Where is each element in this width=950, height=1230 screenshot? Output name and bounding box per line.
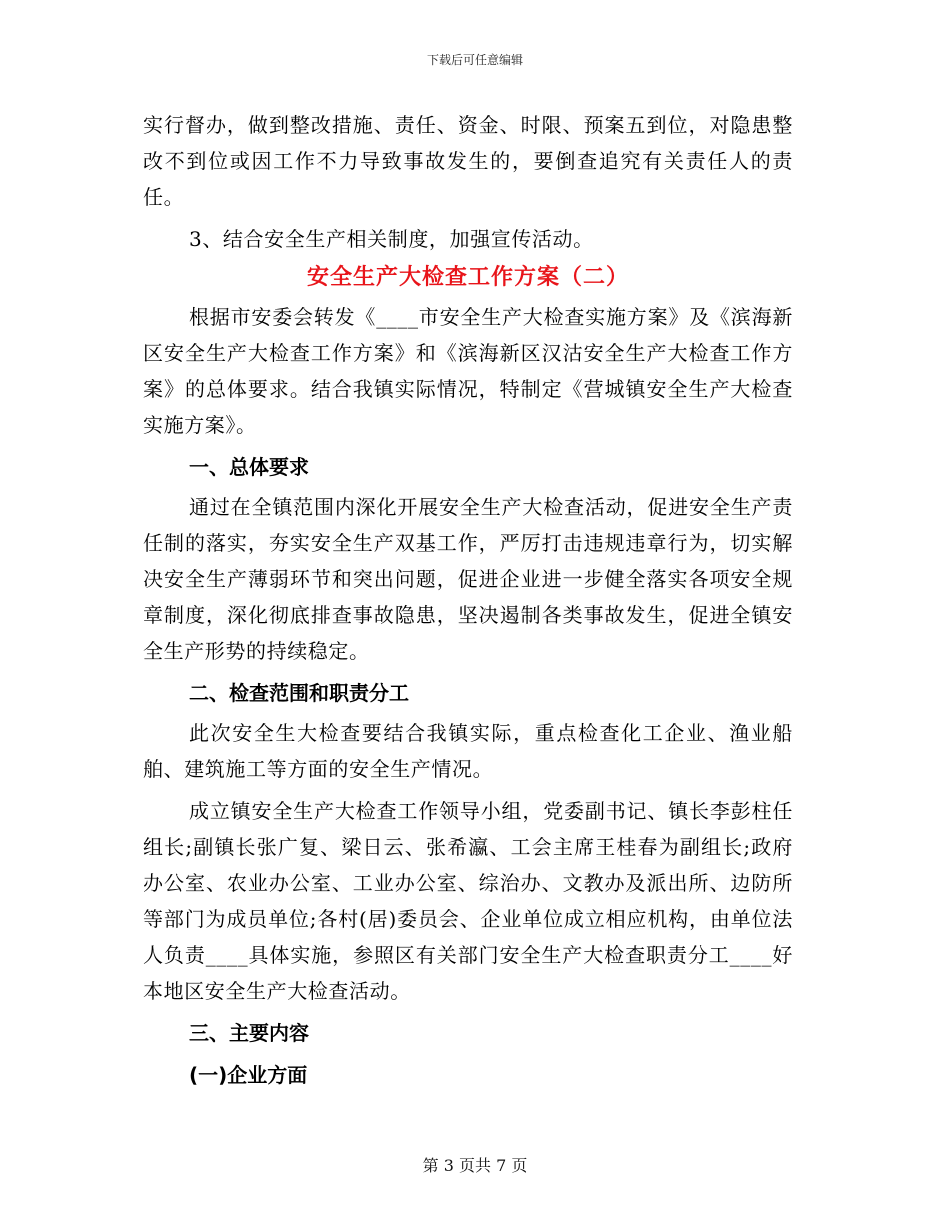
paragraph-continuation: 实行督办，做到整改措施、责任、资金、时限、预案五到位，对隐患整改不到位或因工作不力导致事故发生的，要倒查追究有关责任人的责任。 (143, 113, 793, 209)
document-body (143, 107, 793, 1097)
paragraph-general-requirements: 通过在全镇范围内深化开展安全生产大检查活动，促进安全生产责任制的落实，夯实安全生产双基工作，严厉打击违规违章行为，切实解决安全生产薄弱环节和突出问题，促进企业进一步健全落实各项安全规章制度，深化彻底排查事故隐患，坚决遏制各类事故发生，促进全镇安全生产形势的持续稳定。 (143, 495, 793, 663)
heading-scope-responsibilities: 二、检查范围和职责分工 (189, 681, 409, 705)
paragraph-intro: 根据市安委会转发《____市安全生产大检查实施方案》及《滨海新区安全生产大检查工作方案》和《滨海新区汉沽安全生产大检查工作方案》的总体要求。结合我镇实际情况，特制定《营城镇安全生产大检查实施方案》。 (143, 305, 793, 437)
heading-general-requirements: 一、总体要求 (189, 455, 309, 479)
page-number: 第 3 页共 7 页 (422, 1156, 528, 1175)
heading-main-content: 三、主要内容 (189, 1021, 309, 1045)
paragraph-scope: 此次安全生大检查要结合我镇实际，重点检查化工企业、渔业船舶、建筑施工等方面的安全生产情况。 (143, 721, 793, 781)
section-title: 安全生产大检查工作方案（二） (306, 265, 629, 290)
page-header-note: 下载后可任意编辑 (426, 53, 523, 67)
heading-enterprise-aspect: (一)企业方面 (189, 1063, 308, 1087)
paragraph-leadership-group: 成立镇安全生产大检查工作领导小组，党委副书记、镇长李彭柱任组长;副镇长张广复、梁日云、张希瀛、工会主席王桂春为副组长;政府办公室、农业办公室、工业办公室、综治办、文教办及派出所、边防所等部门为成员单位;各村(居)委员会、企业单位成立相应机构，由单位法人负责____具体实施，参照区有关部门安全生产大检查职责分工____好本地区安全生产大检查活动。 (143, 799, 793, 1003)
paragraph-item-3: 3、结合安全生产相关制度，加强宣传活动。 (189, 227, 594, 251)
